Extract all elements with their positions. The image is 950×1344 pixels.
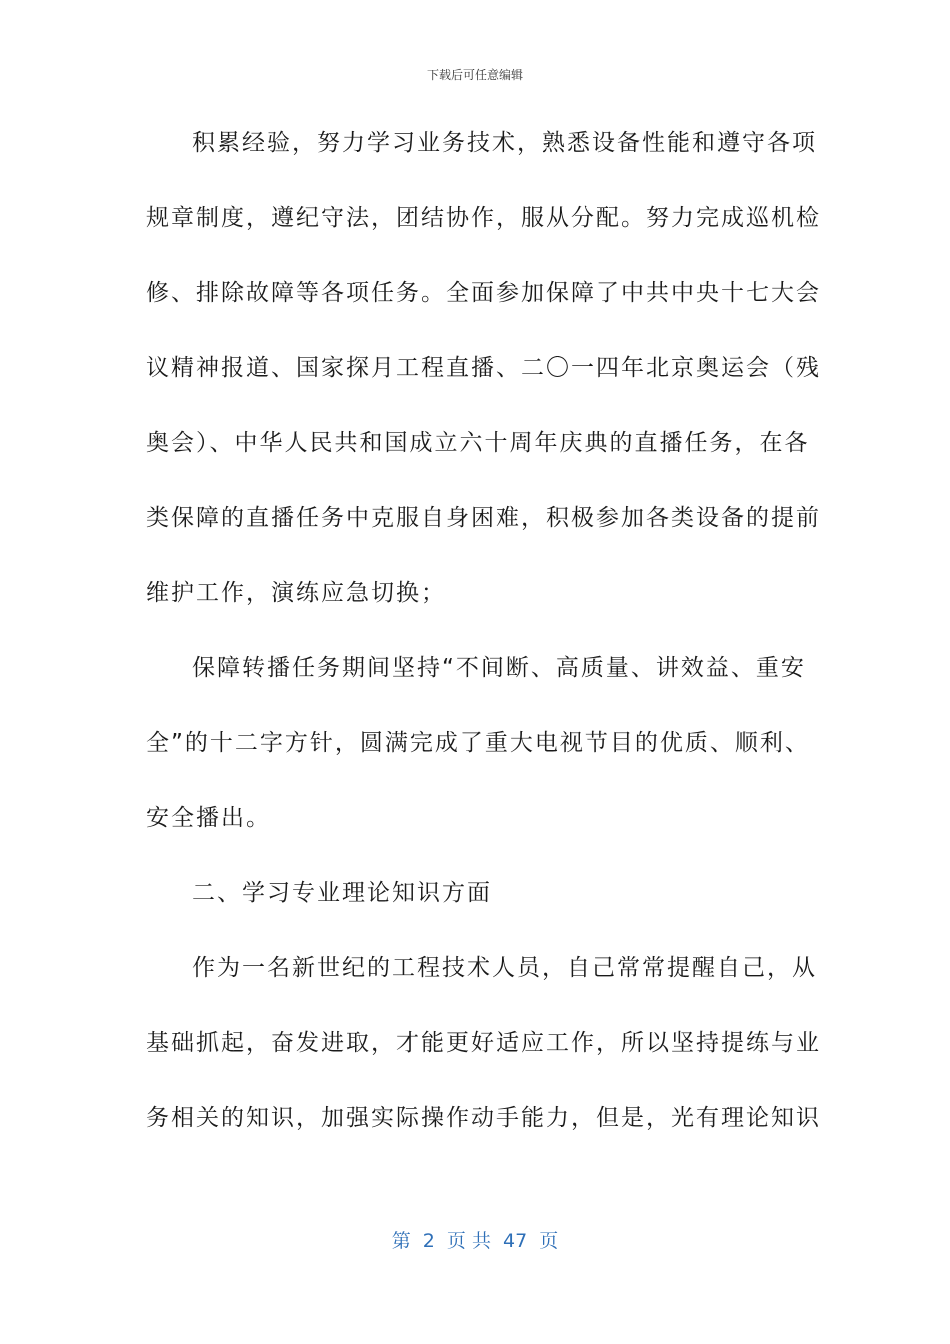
- document-body: [146, 124, 821, 1174]
- page-number-footer: 第 2 页 共 47 页: [391, 1230, 559, 1252]
- paragraph-line: 全”的十二字方针，圆满完成了重大电视节目的优质、顺利、: [146, 730, 810, 756]
- paragraph-line: 积累经验，努力学习业务技术，熟悉设备性能和遵守各项: [192, 130, 817, 156]
- section-heading: 二、学习专业理论知识方面: [192, 880, 492, 906]
- paragraph-line: 奥会）、中华人民共和国成立六十周年庆典的直播任务，在各: [146, 430, 810, 456]
- paragraph-line: 规章制度，遵纪守法，团结协作，服从分配。努力完成巡机检: [146, 205, 821, 231]
- paragraph-line: 基础抓起，奋发进取，才能更好适应工作，所以坚持提练与业: [146, 1030, 821, 1056]
- paragraph-line: 作为一名新世纪的工程技术人员，自己常常提醒自己，从: [192, 955, 817, 981]
- paragraph-line: 务相关的知识，加强实际操作动手能力，但是，光有理论知识: [146, 1105, 821, 1131]
- paragraph-line: 维护工作，演练应急切换；: [146, 580, 446, 606]
- paragraph-line: 类保障的直播任务中克服自身困难，积极参加各类设备的提前: [146, 505, 821, 531]
- paragraph-line: 议精神报道、国家探月工程直播、二〇一四年北京奥运会（残: [146, 355, 821, 381]
- paragraph-line: 修、排除故障等各项任务。全面参加保障了中共中央十七大会: [146, 280, 821, 306]
- paragraph-line: 安全播出。: [146, 805, 271, 831]
- paragraph-line: 保障转播任务期间坚持“不间断、高质量、讲效益、重安: [192, 655, 806, 681]
- page-header: 下载后可任意编辑: [426, 68, 523, 82]
